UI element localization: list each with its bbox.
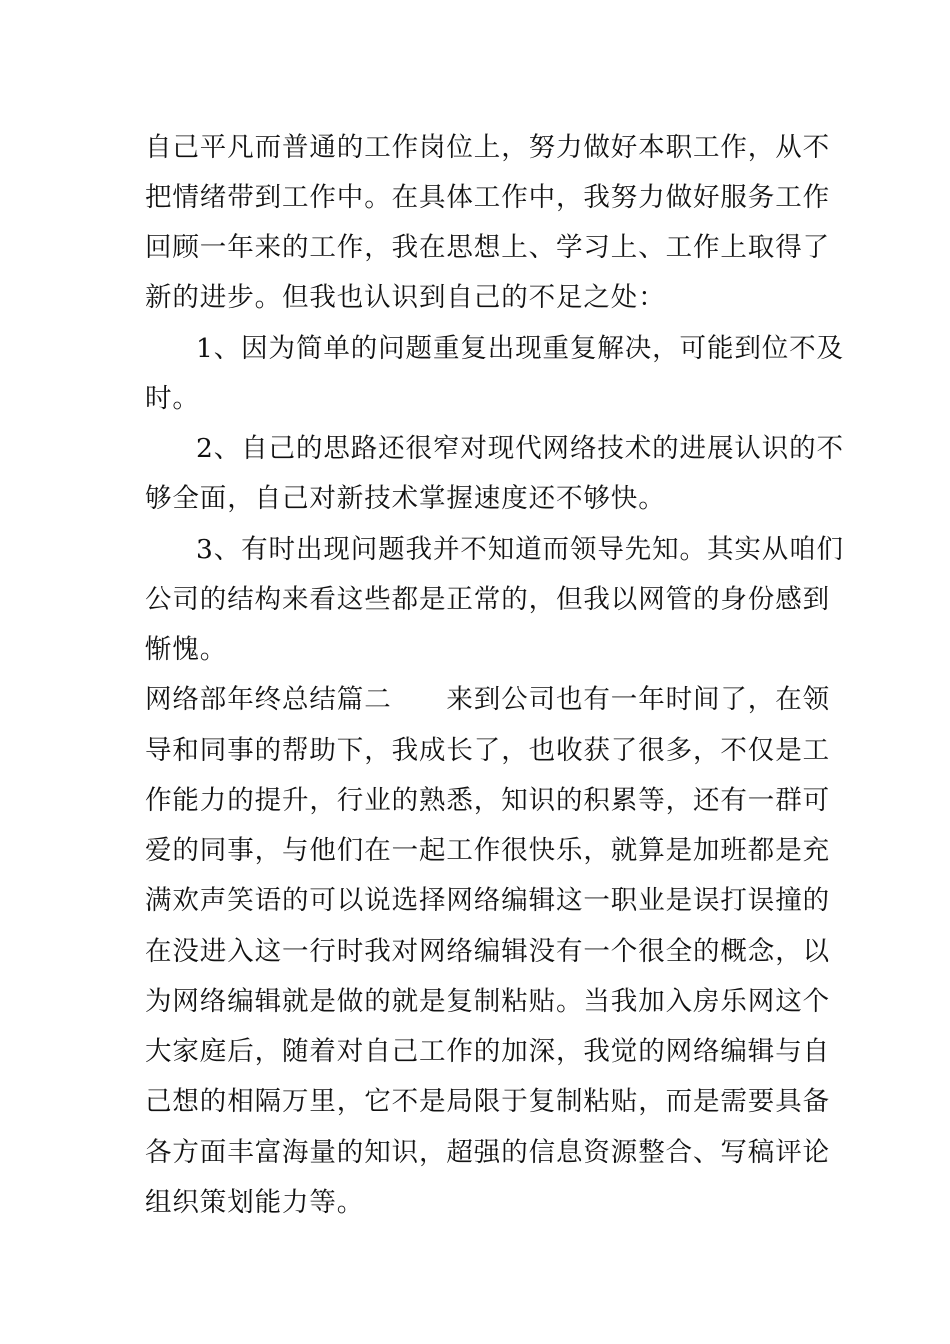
text-line: 新的进步。但我也认识到自己的不足之处： <box>145 282 666 313</box>
text-line: 作能力的提升，行业的熟悉，知识的积累等，还有一群可 <box>145 785 830 816</box>
text-line: 己想的相隔万里，它不是局限于复制粘贴，而是需要具备 <box>145 1086 830 1117</box>
section-heading-line: 网络部年终总结篇二 来到公司也有一年时间了，在领 <box>145 684 830 715</box>
text-line: 满欢声笑语的可以说选择网络编辑这一职业是误打误撞的 <box>145 885 830 916</box>
text-line: 为网络编辑就是做的就是复制粘贴。当我加入房乐网这个 <box>145 986 830 1017</box>
text-line: 导和同事的帮助下，我成长了，也收获了很多，不仅是工 <box>145 735 830 766</box>
text-line: 回顾一年来的工作，我在思想上、学习上、工作上取得了 <box>145 232 830 263</box>
text-line: 时。 <box>145 383 200 414</box>
text-line: 组织策划能力等。 <box>145 1187 365 1218</box>
text-line: 惭愧。 <box>145 634 228 665</box>
text-line: 自己平凡而普通的工作岗位上，努力做好本职工作，从不 <box>145 132 830 163</box>
text-line: 各方面丰富海量的知识，超强的信息资源整合、写稿评论 <box>145 1137 830 1168</box>
list-item-2: 2、自己的思路还很窄对现代网络技术的进展认识的不 <box>196 433 844 464</box>
text-line: 公司的结构来看这些都是正常的，但我以网管的身份感到 <box>145 584 830 615</box>
text-line: 够全面，自己对新技术掌握速度还不够快。 <box>145 483 666 514</box>
text-line: 爱的同事，与他们在一起工作很快乐，就算是加班都是充 <box>145 835 830 866</box>
text-line: 大家庭后，随着对自己工作的加深，我觉的网络编辑与自 <box>145 1036 830 1067</box>
list-item-3: 3、有时出现问题我并不知道而领导先知。其实从咱们 <box>196 534 844 565</box>
text-line: 在没进入这一行时我对网络编辑没有一个很全的概念，以 <box>145 936 830 967</box>
text-line: 把情绪带到工作中。在具体工作中，我努力做好服务工作 <box>145 182 830 213</box>
list-item-1: 1、因为简单的问题重复出现重复解决，可能到位不及 <box>196 333 844 364</box>
